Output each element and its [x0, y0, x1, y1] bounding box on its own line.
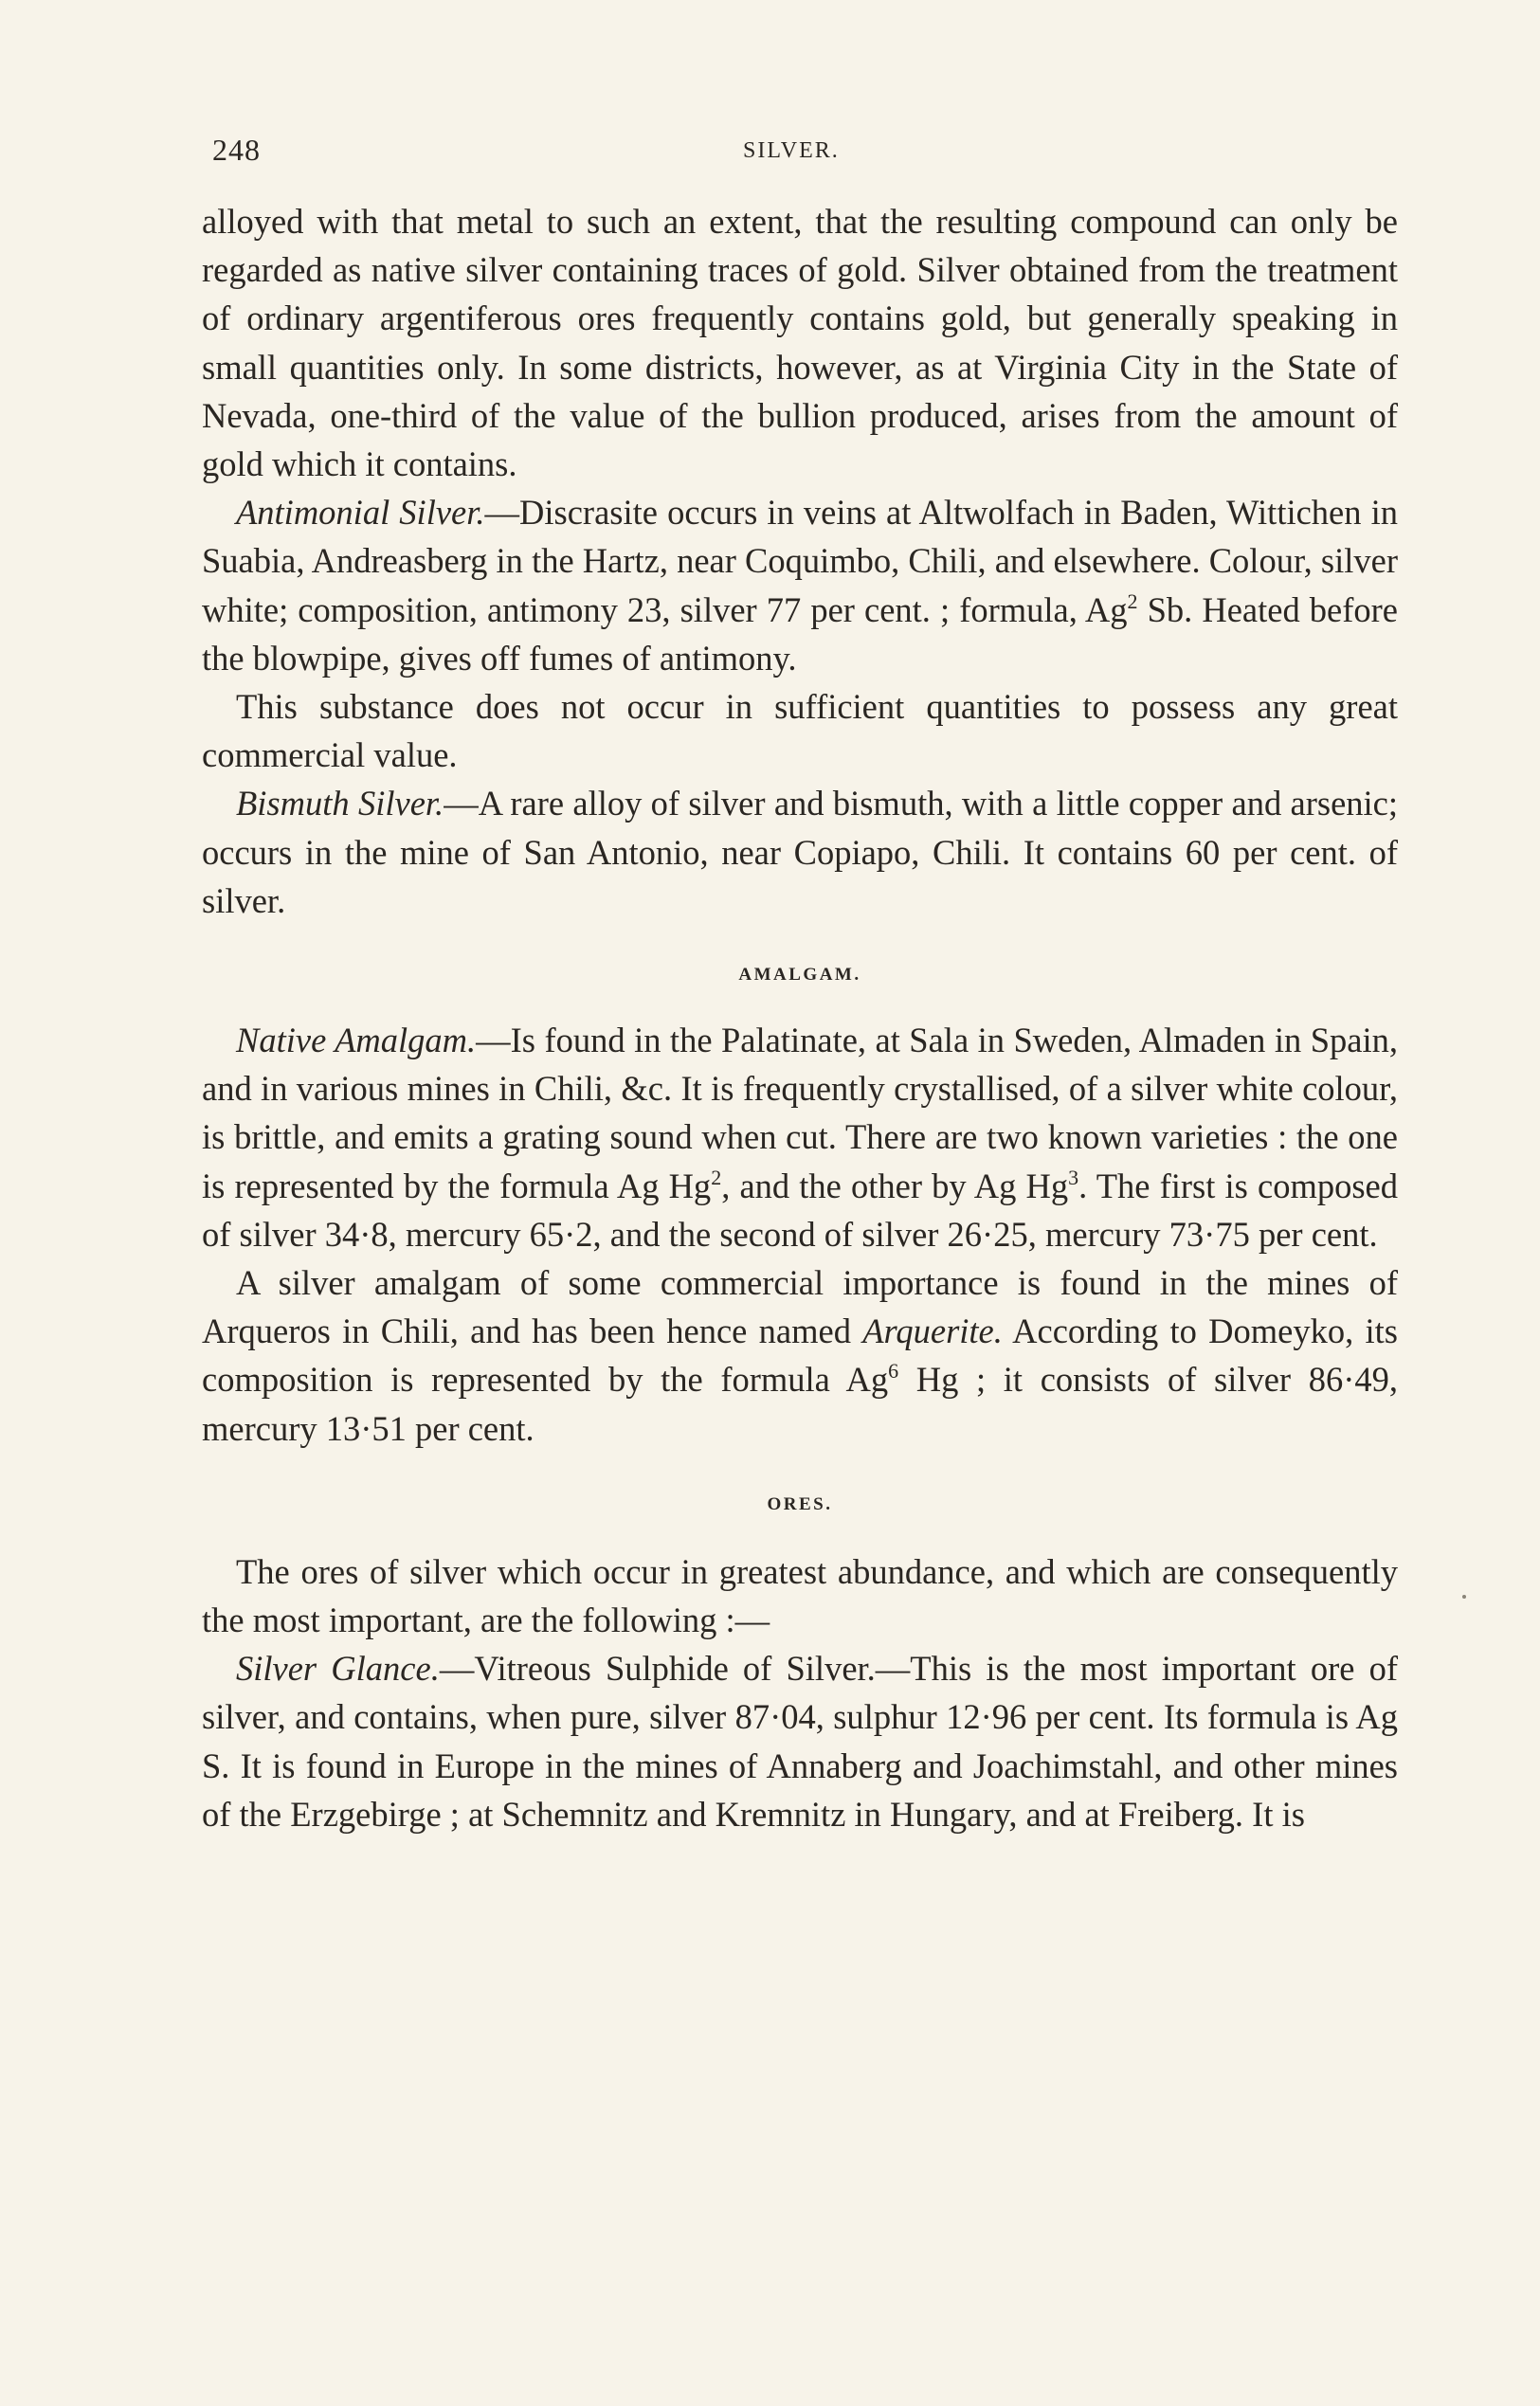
superscript: 2 — [711, 1165, 722, 1189]
paragraph-silver-glance — [202, 1644, 1398, 1838]
paragraph-arquerite — [202, 1258, 1398, 1453]
running-title: SILVER. — [743, 138, 840, 163]
paragraph-native-amalgam — [202, 1016, 1398, 1258]
term-silver-glance: Silver Glance. — [236, 1649, 440, 1689]
paragraph-text: The ores of silver which occur in greatest abundance, and which are consequently the most important, are the following :— — [202, 1551, 1398, 1640]
paragraph-text: Sb. Heated before the blowpipe, gives off fumes of antimony. — [202, 589, 1398, 678]
section-heading-ores: ORES. — [767, 1493, 833, 1514]
paragraph-text: alloyed with that metal to such an extent, that the resulting compound can only be regarded as native silver containing traces of gold. Silver obtained from the treatment of ordinary argentiferous ores frequently contains gold, but generally speaking in small quantities only. In some districts, however, as at Virginia City in the State of Nevada, one-third of the value of the bullion produced, arises from the amount of gold which it contains. — [202, 202, 1398, 484]
paragraph-text: This substance does not occur in sufficient quantities to possess any great commercial value. — [202, 687, 1398, 775]
paragraph-text: —Is found in the Palatinate, at Sala in Sweden, Almaden in Spain, and in various mines in Chili, &c. It is frequently crystallised, of a silver white colour, is brittle, and emits a grating sound when cut. There are two known varieties : the one is represented by the formula Ag Hg — [202, 1021, 1398, 1205]
paragraph-text: —Discrasite occurs in veins at Altwolfach in Baden, Wittichen in Suabia, Andreasberg in the Hartz, near Coquimbo, Chili, and elsewhere. Colour, silver white; composition, antimony 23, silver 77 per cent. ; formula, Ag — [202, 493, 1398, 629]
paragraph-text: . The first is composed of silver 34·8, mercury 65·2, and the second of silver 26·25, mercury 73·75 per cent. — [202, 1166, 1398, 1254]
term-bismuth-silver: Bismuth Silver. — [236, 784, 444, 823]
paragraph-text: —Vitreous Sulphide of Silver.—This is the most important ore of silver, and contains, when pure, silver 87·04, sulphur 12·96 per cent. Its formula is Ag S. It is found in Europe in the mines of Annaberg and Joachimstahl, and other mines of the Erzgebirge ; at Schemnitz and Kremnitz in Hungary, and at Freiberg. It is — [202, 1649, 1398, 1834]
superscript: 3 — [1068, 1165, 1079, 1189]
term-arquerite: Arquerite. — [862, 1312, 1003, 1351]
paragraph-ores-intro — [202, 1547, 1398, 1644]
paragraph-text: A silver amalgam of some commercial importance is found in the mines of Arqueros in Chili, and has been hence named — [202, 1263, 1398, 1351]
term-native-amalgam: Native Amalgam. — [236, 1021, 477, 1060]
paragraph-text: According to Domeyko, its composition is represented by the formula Ag — [202, 1312, 1398, 1400]
term-antimonial-silver: Antimonial Silver. — [236, 493, 485, 533]
paragraph-gold-alloy — [202, 197, 1398, 488]
paragraph-text: , and the other by Ag Hg — [721, 1166, 1069, 1205]
paragraph-text: Hg ; it consists of silver 86·49, mercury 13·51 per cent. — [202, 1360, 1399, 1448]
page-body — [202, 197, 1398, 1838]
superscript: 6 — [888, 1359, 899, 1384]
margin-speck — [1462, 1595, 1466, 1599]
paragraph-text: —A rare alloy of silver and bismuth, with a little copper and arsenic; occurs in the mine of San Antonio, near Copiapo, Chili. It contains 60 per cent. of silver. — [202, 784, 1399, 920]
paragraph-bismuth-silver — [202, 779, 1398, 925]
section-heading-amalgam: AMALGAM. — [738, 965, 861, 986]
paragraph-antimonial-silver — [202, 488, 1398, 682]
page-header — [212, 133, 1397, 180]
superscript: 2 — [1127, 588, 1138, 613]
paragraph-commercial-value — [202, 682, 1398, 779]
page-number: 248 — [212, 133, 261, 167]
